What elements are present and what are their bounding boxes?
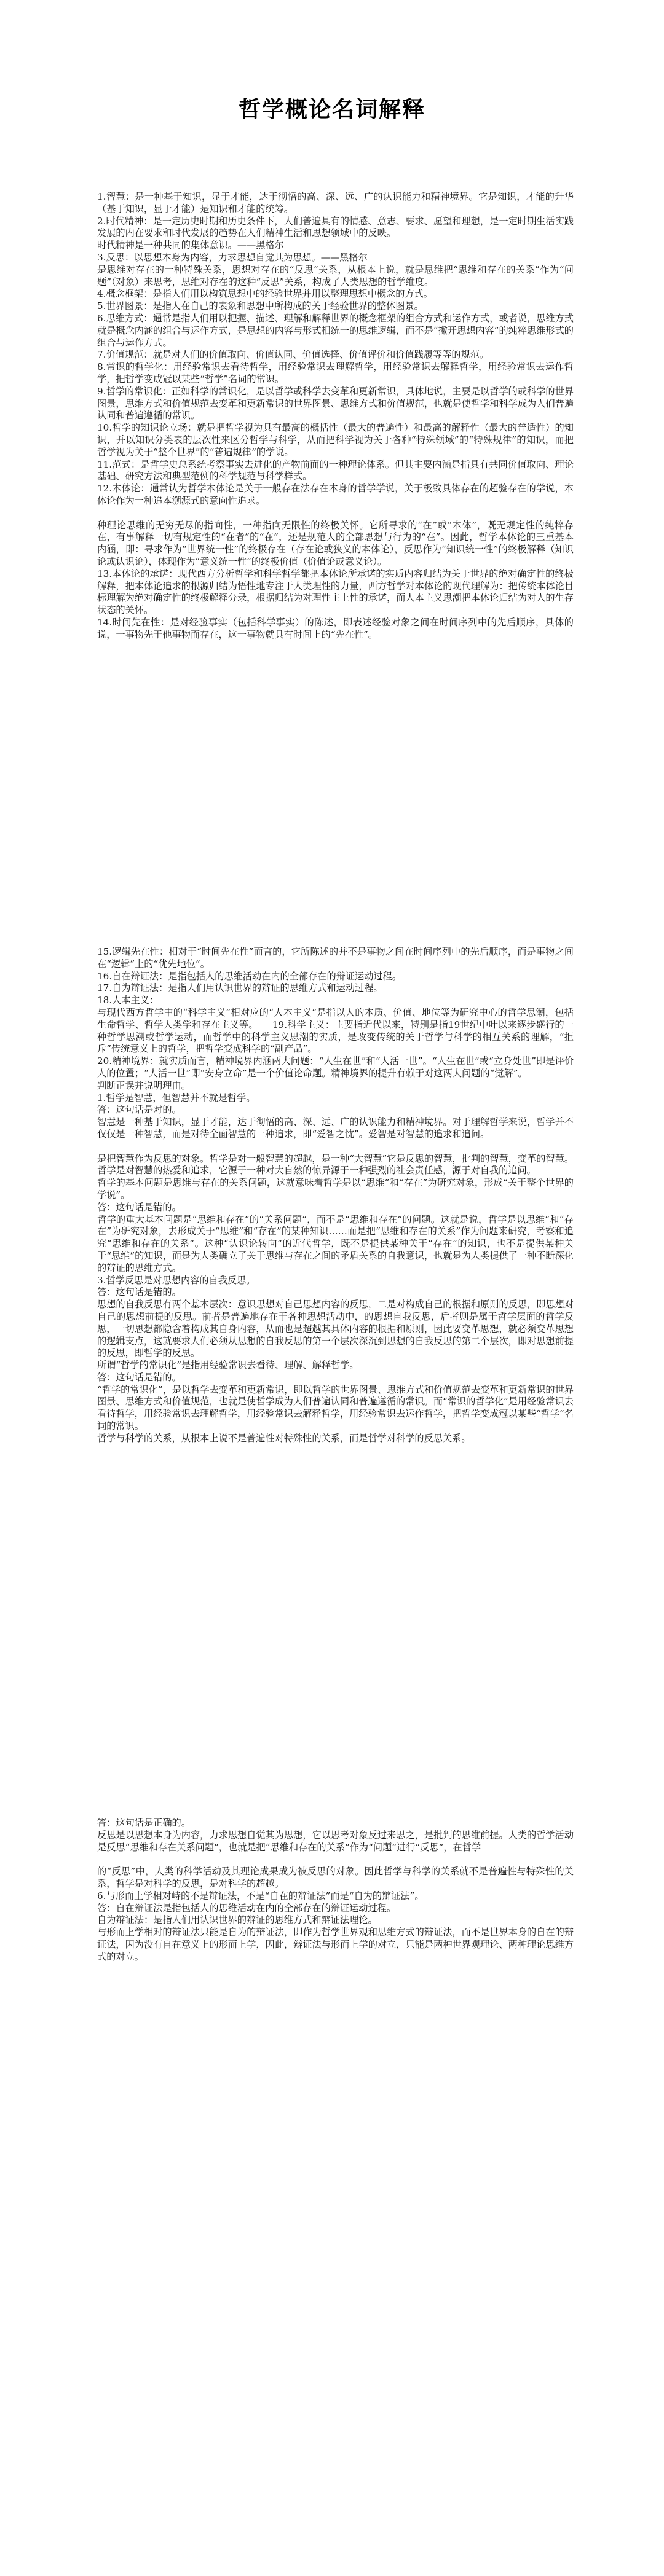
paragraph: 2.时代精神：是一定历史时期和历史条件下，人们普遍具有的情感、意志、要求、愿望和理想，是一定时期生活实践发展的内在要求和时代发展的趋势在人们精神生活和思想领域中的反映。 [97, 215, 574, 239]
paragraph: 1.智慧：是一种基于知识，显于才能，达于彻悟的高、深、远、广的认识能力和精神境界。它是知识，才能的升华（基于知识，显于才能）是知识和才能的统筹。 [97, 191, 574, 214]
paragraph: 是把智慧作为反思的对象。哲学是对一般智慧的超越，是一种“大智慧”它是反思的智慧，批判的智慧，变革的智慧。哲学是对智慧的热爱和追求，它源于一种对大自然的惊异源于一种强烈的社会责任感，源于对自我的追问。 [97, 1153, 574, 1176]
paragraph: 6.与形而上学相对峙的不是辩证法，不是“自在的辩证法”而是“自为的辩证法”。 [97, 1890, 424, 1901]
body-text-section-3 [97, 1817, 574, 1963]
paragraph-gap [97, 1854, 574, 1866]
paragraph: 的“反思”中，人类的科学活动及其理论成果成为被反思的对象。因此哲学与科学的关系就不是普遍性与特殊性的关系，哲学是对科学的反思，是对科学的超越。 [97, 1866, 574, 1889]
paragraph: 18.人本主义： [97, 995, 159, 1006]
paragraph: 3.反思：以思想本身为内容，力求思想自觉其为思想。——黑格尔 [97, 251, 368, 263]
body-text-section-1 [97, 191, 574, 641]
paragraph: 17.自为辩证法：是指人们用认识世界的辩证的思维方式和运动过程。 [97, 982, 383, 994]
paragraph: 判断正误并说明理由。 [97, 1079, 191, 1091]
paragraph: 所谓“哲学的常识化”是指用经验常识去看待、理解、解释哲学。 [97, 1360, 359, 1371]
paragraph: 20.精神境界：就实质而言，精神境界内涵两大问题：“人生在世”和“人活一世”。“人生在世”或“立身处世”即是评价人的位置；“人活一世”即“安身立命”是一个价值论命题。精神境界的提升有赖于对这两大问题的“觉解”。 [97, 1055, 574, 1079]
paragraph: 10.哲学的知识论立场：就是把哲学视为具有最高的概括性（最大的普遍性）和最高的解释性（最大的普适性）的知识，并以知识分类表的层次性来区分哲学与科学，从而把科学视为关于各种“特殊领域”的“特殊规律”的知识，而把哲学视为关于“整个世界”的“普遍规律”的学说。 [97, 422, 574, 458]
paragraph: 5.世界图景：是指人在自己的表象和思想中所构成的关于经验世界的整体图景。 [97, 300, 424, 312]
paragraph: 13.本体论的承诺：现代西方分析哲学和科学哲学都把本体论所承诺的实质内容归结为关于世界的绝对确定性的终极解释，把本体论追求的根源归结为悟性地专注于人类理性的力量，西方哲学对本体论的现代理解为：把传统本体论目标理解为绝对确定性的终极解释分录，根据归结为对理性主上性的承诺，而人本主义思潮把本体论归结为对人的生存状态的关怀。 [97, 568, 574, 616]
paragraph: 答：这句话是错的。 [97, 1201, 181, 1213]
paragraph: 答：这句话是错的。 [97, 1371, 181, 1383]
paragraph: 9.哲学的常识化：正如科学的常识化，是以哲学或科学去变革和更新常识，具体地说，主要是以哲学的或科学的世界图景，思维方式和价值规范去变革和更新常识的世界图景、思维方式和价值规范，也就是使哲学和科学成为人们普遍认同和普遍遵循的常识。 [97, 385, 574, 421]
paragraph: 答：这句话是对的。 [97, 1104, 181, 1116]
paragraph: 11.范式：是哲学史总系统考察事实去进化的产物前面的一种理论体系。但其主要内涵是指具有共同价值取向、理论基础、研究方法和典型范例的科学规范与科学样式。 [97, 458, 574, 482]
paragraph: 思想的自我反思有两个基本层次：意识思想对自己思想内容的反思，二是对构成自己的根据和原则的反思，即思想对自己的思想前提的反思。前者是普遍地存在于各种思想活动中，的思想自我反思，后者则是属于哲学层面的哲学反思，一切思想都隐含着构成其自身内容，从而也是超越其具体内容的根据和原则，因此要变革思想，就必须变革思想的逻辑支点，这就要求人们必须从思想的自我反思的第一个层次深沉到思想的自我反思的第二个层次，即对思想前提的反思，即哲学的反思。 [97, 1299, 574, 1359]
paragraph: 时代精神是一种共同的集体意识。——黑格尔 [97, 240, 284, 251]
paragraph: 是思维对存在的一种特殊关系，思想对存在的“反思”关系，从根本上说，就是思维把“思维和存在的关系”作为“问题”（对象）来思考，思维对存在的这种“反思”关系，构成了人类思想的哲学维度。 [97, 264, 574, 288]
paragraph: 6.思维方式：通常是指人们用以把握、描述、理解和解释世界的概念框架的组合方式和运作方式，或者说，思维方式就是概念内涵的组合与运作方式，是思想的内容与形式相统一的思维逻辑，而不是“撇开思想内容”的纯粹思维形式的组合与运作方式。 [97, 312, 574, 348]
paragraph: 16.自在辩证法：是指包括人的思维活动在内的全部存在的辩证运动过程。 [97, 970, 401, 982]
paragraph-gap [97, 1141, 574, 1153]
paragraph: 与现代西方哲学中的“科学主义”相对应的“人本主义”是指以人的本质、价值、地位等为研究中心的哲学思潮，包括生命哲学、哲学人类学和存在主义等。 19.科学主义：主要指近代以来，特别是指19世纪中叶以来逐步盛行的一种哲学思潮或哲学运动，而哲学中的科学主义思潮的实质，是改变传统的关于哲学与科学的相互关系的理解，“拒斥”传统意义上的哲学，把哲学变成科学的“副产品”。 [97, 1006, 574, 1055]
paragraph-gap [97, 507, 574, 520]
paragraph: 反思是以思想本身为内容，力求思想自觉其为思想，它以思考对象反过来思之，是批判的思维前提。人类的哲学活动是反思“思维和存在关系问题”，也就是把“思维和存在的关系”作为“问题”进行“反思”，在哲学 [97, 1829, 574, 1853]
paragraph: 与形而上学相对的辩证法只能是自为的辩证法，即作为哲学世界观和思维方式的辩证法，而不是世界本身的自在的辩证法，因为没有自在意义上的形而上学，因此，辩证法与形而上学的对立，只能是两种世界观理论、两种理论思维方式的对立。 [97, 1927, 574, 1962]
paragraph: 自为辩证法：是指人们用认识世界的辩证的思维方式和辩证法理论。 [97, 1914, 377, 1926]
paragraph: 7.价值规范：就是对人们的价值取向、价值认同、价值选择、价值评价和价值践履等等的规范。 [97, 349, 489, 361]
paragraph: 14.时间先在性：是对经验事实（包括科学事实）的陈述，即表述经验对象之间在时间序列中的先后顺序，具体的说，一事物先于他事物而存在，这一事物就具有时间上的“先在性”。 [97, 616, 574, 640]
paragraph: 答：这句话是错的。 [97, 1286, 181, 1298]
paragraph: 3.哲学反思是对思想内容的自我反思。 [97, 1274, 256, 1286]
body-text-section-2 [97, 946, 574, 1445]
paragraph: 哲学的基本问题是思维与存在的关系问题，这就意味着哲学是以“思维”和“存在”为研究对象，形成“关于整个世界的学说”。 [97, 1177, 574, 1200]
paragraph: 15.逻辑先在性：相对于“时间先在性”而言的，它所陈述的并不是事物之间在时间序列中的先后顺序，而是事物之间在“逻辑”上的“优先地位”。 [97, 946, 574, 969]
paragraph: 12.本体论：通常认为哲学本体论是关于一般存在法存在本身的哲学学说，关于极致具体存在的超验存在的学说，本体论作为一种追本溯源式的意向性追求。 [97, 483, 574, 506]
paragraph: 4.概念框架：是指人们用以构筑思想中的经验世界并用以整理思想中概念的方式。 [97, 288, 433, 300]
paragraph: 答：这句话是正确的。 [97, 1817, 191, 1828]
paragraph: 哲学与科学的关系，从根本上说不是普遍性对特殊性的关系，而是哲学对科学的反思关系。 [97, 1432, 471, 1444]
page-title: 哲学概论名词解释 [238, 96, 425, 122]
paragraph: “哲学的常识化”，是以哲学去变革和更新常识，即以哲学的世界图景、思维方式和价值规范去变革和更新常识的世界图景、思维方式和价值规范，也就是使哲学成为人们普遍认同和普遍遵循的常识。而“常识的哲学化”是用经验常识去看待哲学，用经验常识去理解哲学，用经验常识去解释哲学，用经验常识去运作哲学，把哲学变成冠以某些“哲学”名词的常识。 [97, 1384, 574, 1432]
paragraph: 智慧是一种基于知识，显于才能，达于彻悟的高、深、远、广的认识能力和精神境界。对于理解哲学来说，哲学并不仅仅是一种智慧，而是对待全面智慧的一种追求，即“爱智之忱”。爱智是对智慧的追求和追问。 [97, 1116, 574, 1140]
paragraph: 答：自在辩证法是指包括人的思维活动在内的全部存在的辩证运动过程。 [97, 1902, 396, 1914]
paragraph: 8.常识的哲学化：用经验常识去看待哲学，用经验常识去理解哲学，用经验常识去解释哲学，用经验常识去运作哲学，把哲学变成冠以某些“哲学”名词的常识。 [97, 361, 574, 385]
paragraph: 种理论思维的无穷无尽的指向性，一种指向无限性的终极关怀。它所寻求的“在”或“本体”，既无规定性的纯粹存在，有事解释一切有规定性的“在者”的“在”，还是规范人的全部思想与行为的“在”。因此，哲学本体论的三重基本内涵，即：寻求作为“世界统一性”的终极存在（存在论或狭义的本体论），反思作为“知识统一性”的终极解释（知识论或认识论），体现作为“意义统一性”的终极价值（价值论或意义论）。 [97, 519, 574, 567]
paragraph: 哲学的重大基本问题是“思维和存在”的“关系问题”，而不是“思维和存在”的问题。这就是说，哲学是以思维”和“存在”为研究对象，去形成关于“思维”和“存在”的某种知识……而是把“思维和存在的关系”作为问题来研究，考察和追究“思维和存在的关系”。这种“认识论转向”的近代哲学，既不是提供某种关于“存在”的知识，也不是提供某种关于“思维”的知识，而是为人类确立了关于思维与存在之间的矛盾关系的自我意识，也就是为人类提供了一种不断深化的辩证的思维方式。 [97, 1213, 574, 1274]
paragraph: 1.哲学是智慧，但智慧并不就是哲学。 [97, 1092, 256, 1103]
